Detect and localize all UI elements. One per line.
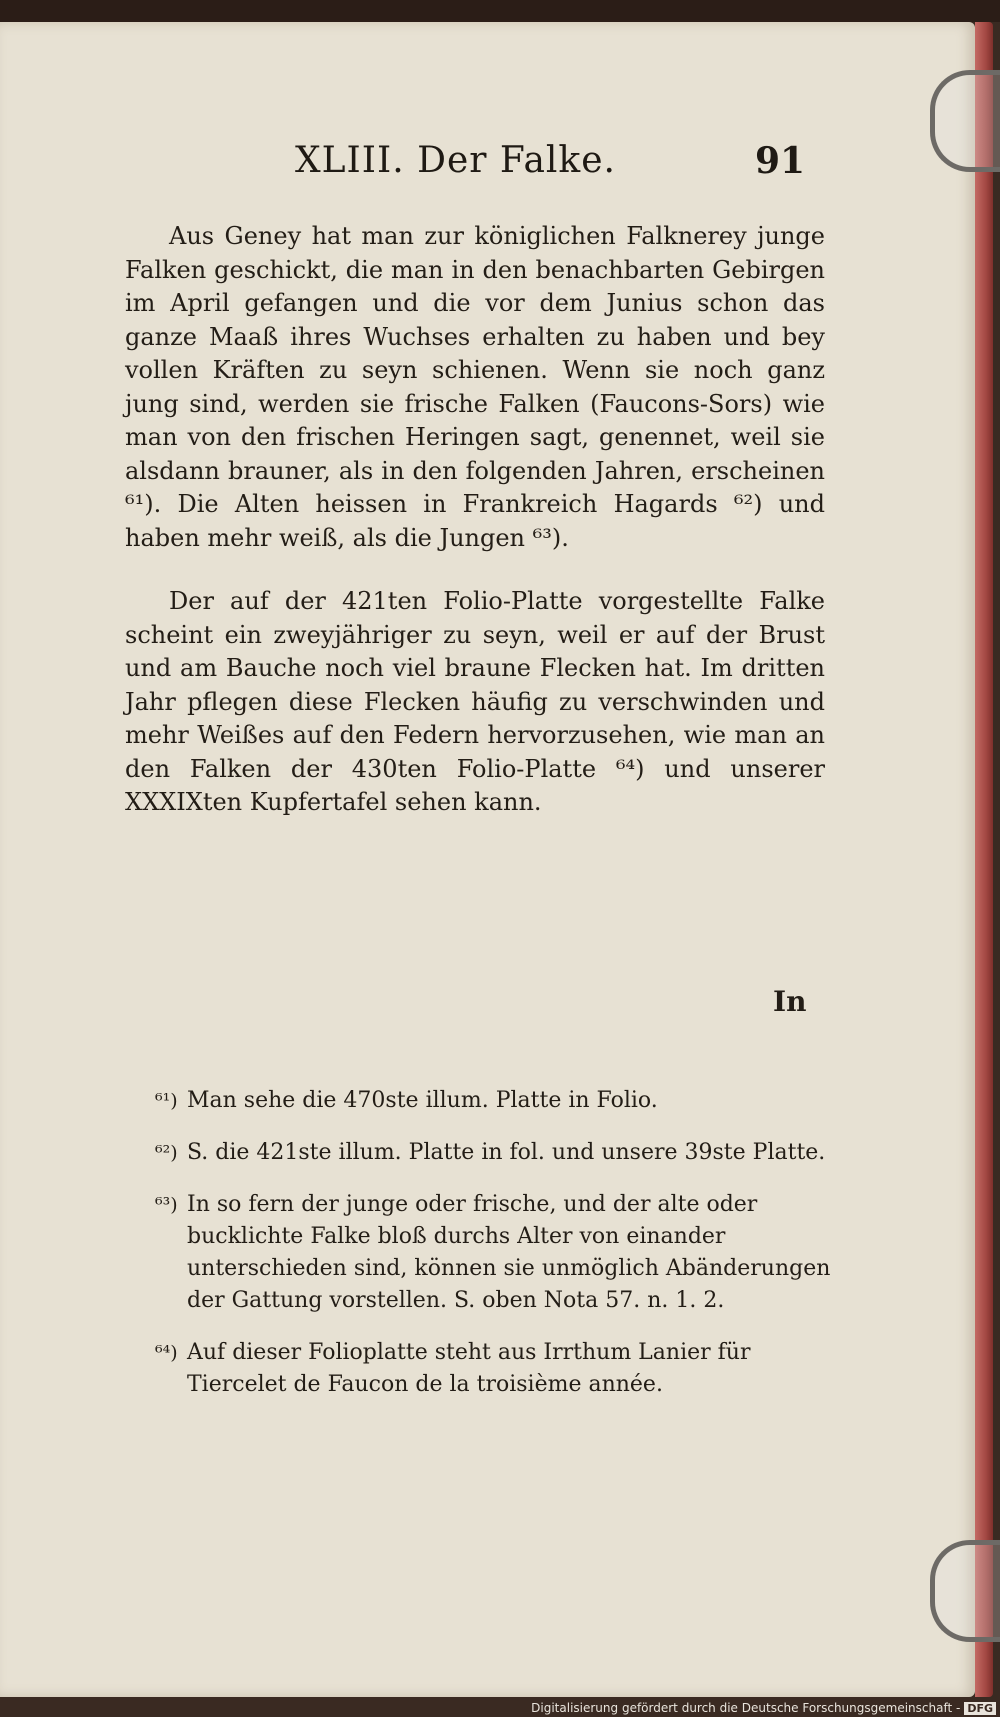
page-clip-icon <box>930 1540 1000 1642</box>
footnote-mark: ⁶³) <box>155 1194 178 1216</box>
footnote-mark: ⁶²) <box>155 1142 178 1164</box>
scan-background-top <box>0 0 1000 22</box>
dfg-logo-icon: DFG <box>964 1702 996 1715</box>
paragraph: Aus Geney hat man zur königlichen Falknerey junge Falken geschickt, die man in den benachbarten Gebirgen im April gefangen und die vor dem Junius schon das ganze Maaß ihres Wuchses erhalten zu haben und bey vollen Kräften zu seyn schienen. Wenn sie noch ganz jung sind, werden sie frische Falken (Faucons-Sors) wie man von den frischen Heringen sagt, genennet, weil sie alsdann brauner, als in den folgenden Jahren, erscheinen ⁶¹). Die Alten heissen in Frankreich Hagards ⁶²) und haben mehr weiß, als die Jungen ⁶³). <box>125 222 825 552</box>
footnote-text: Man sehe die 470ste illum. Platte in Folio. <box>187 1088 658 1113</box>
footnote <box>155 1189 840 1317</box>
footnote-text: S. die 421ste illum. Platte in fol. und unsere 39ste Platte. <box>187 1140 826 1165</box>
page-edge <box>975 22 993 1697</box>
footnotes <box>155 1085 840 1421</box>
footnote-text: Auf dieser Folioplatte steht aus Irrthum Lanier für Tiercelet de Faucon de la troisième année. <box>187 1340 751 1397</box>
running-head <box>295 140 815 192</box>
footnote <box>155 1137 840 1169</box>
footnote-text: In so fern der junge oder frische, und der alte oder bucklichte Falke bloß durchs Alter von einander unterschieden sind, können sie unmöglich Abänderungen der Gattung vorstellen. S. oben Nota 57. n. 1. 2. <box>187 1192 831 1313</box>
catchword: In <box>773 985 807 1018</box>
page-number: 91 <box>755 140 806 182</box>
footnote-mark: ⁶¹) <box>155 1090 178 1112</box>
digitization-credit <box>531 1701 996 1715</box>
running-head-title: XLIII. Der Falke. <box>295 140 616 181</box>
footnote-mark: ⁶⁴) <box>155 1342 178 1364</box>
page-clip-icon <box>930 70 1000 172</box>
paragraph: Der auf der 421ten Folio-Platte vorgestellte Falke scheint ein zweyjähriger zu seyn, weil er auf der Brust und am Bauche noch viel braune Flecken hat. Im dritten Jahr pflegen diese Flecken häufig zu verschwinden und mehr Weißes auf den Federn hervorzusehen, wie man an den Falken der 430ten Folio-Platte ⁶⁴) und unserer XXXIXten Kupfertafel sehen kann. <box>125 587 825 816</box>
credit-text: Digitalisierung gefördert durch die Deutsche Forschungsgemeinschaft - <box>531 1701 961 1715</box>
body-text <box>125 220 825 820</box>
footnote <box>155 1337 840 1401</box>
footnote <box>155 1085 840 1117</box>
